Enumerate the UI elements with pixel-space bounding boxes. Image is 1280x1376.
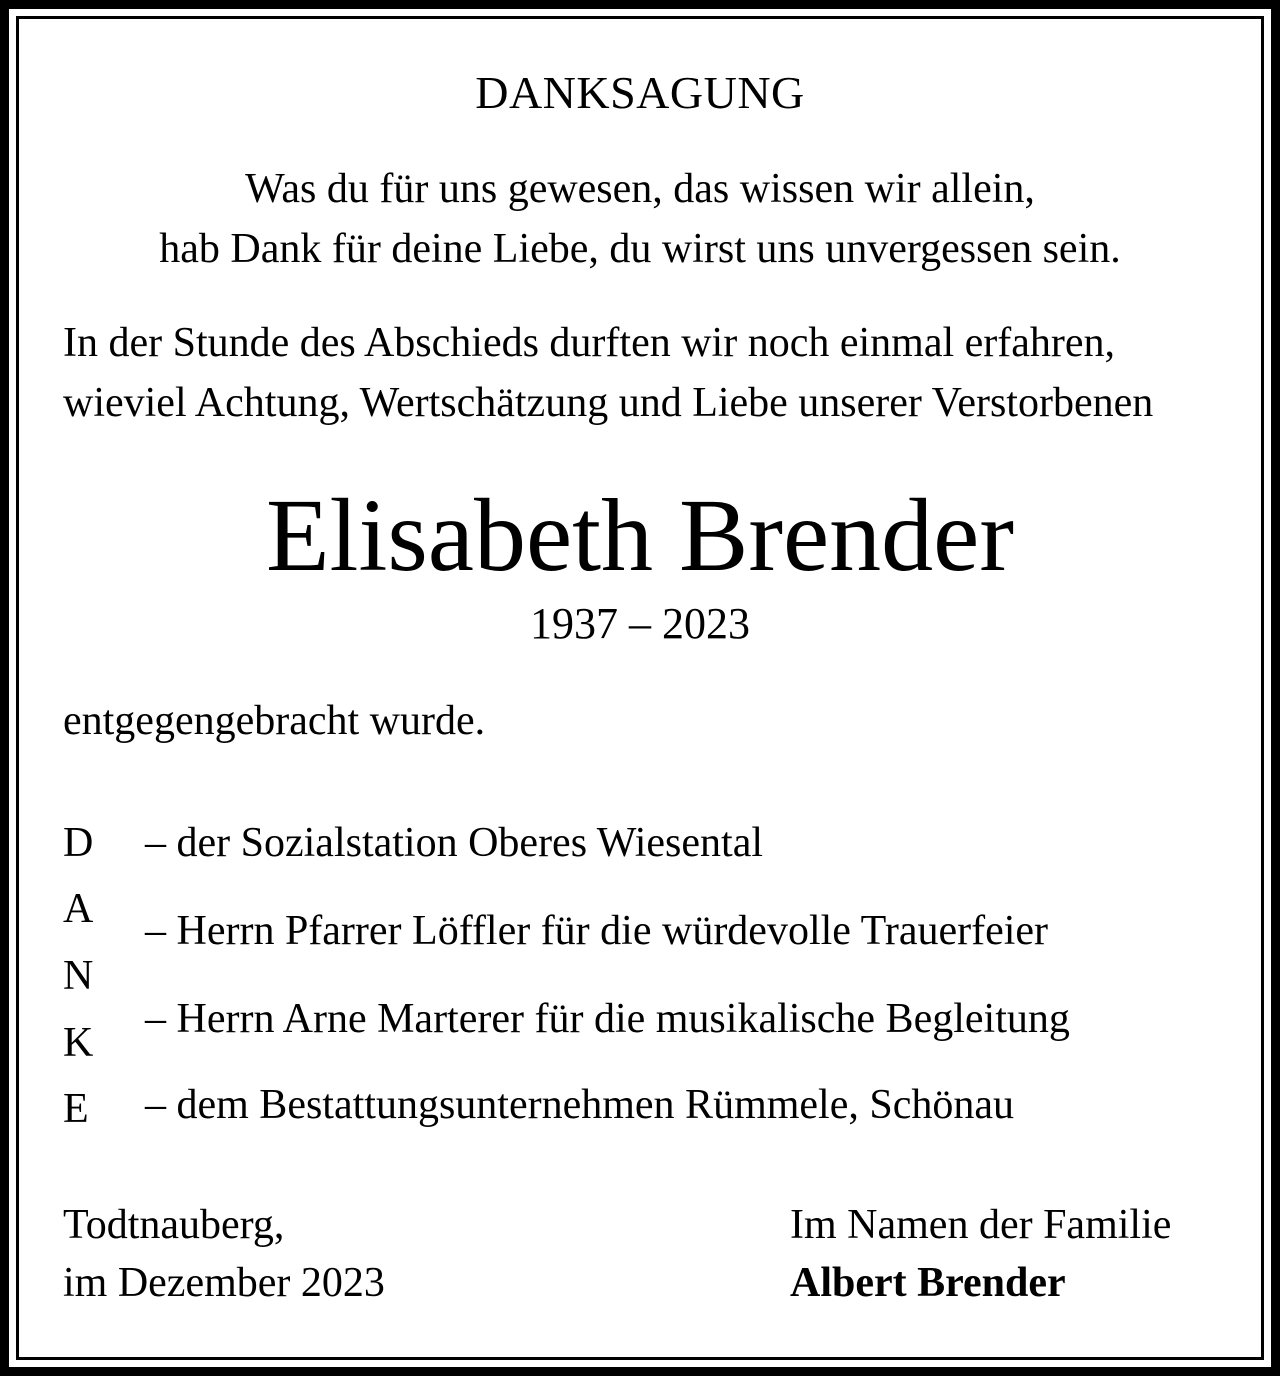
- notice-heading: DANKSAGUNG: [475, 67, 805, 118]
- thanks-item: – Herrn Pfarrer Löffler für die würdevolle Trauerfeier: [145, 908, 1049, 954]
- deceased-name: Elisabeth Brender: [266, 478, 1014, 593]
- family-name: Albert Brender: [790, 1260, 1066, 1306]
- acrostic-letter: D: [63, 820, 94, 866]
- intro-line-1: In der Stunde des Abschieds durften wir noch einmal erfahren,: [63, 320, 1116, 366]
- thanks-item: – Herrn Arne Marterer für die musikalische Begleitung: [145, 996, 1070, 1042]
- acrostic-letter: K: [63, 1020, 94, 1066]
- acrostic-letter: E: [63, 1086, 89, 1132]
- thanks-item: – der Sozialstation Oberes Wiesental: [145, 820, 764, 866]
- intro-line-2: wieviel Achtung, Wertschätzung und Liebe unserer Verstorbenen: [63, 380, 1154, 426]
- inner-frame: [16, 16, 1264, 1360]
- place: Todtnauberg,: [63, 1202, 285, 1248]
- acrostic-letter: N: [63, 953, 94, 999]
- verse-line-2: hab Dank für deine Liebe, du wirst uns unvergessen sein.: [159, 226, 1121, 272]
- life-years: 1937 – 2023: [530, 599, 750, 648]
- intro-line-end: entgegengebracht wurde.: [63, 698, 486, 744]
- thanks-item: – dem Bestattungsunternehmen Rümmele, Schönau: [145, 1082, 1014, 1128]
- acrostic-letter: A: [63, 886, 94, 932]
- verse-line-1: Was du für uns gewesen, das wissen wir allein,: [245, 166, 1035, 212]
- date: im Dezember 2023: [63, 1260, 385, 1306]
- family-label: Im Namen der Familie: [790, 1202, 1172, 1248]
